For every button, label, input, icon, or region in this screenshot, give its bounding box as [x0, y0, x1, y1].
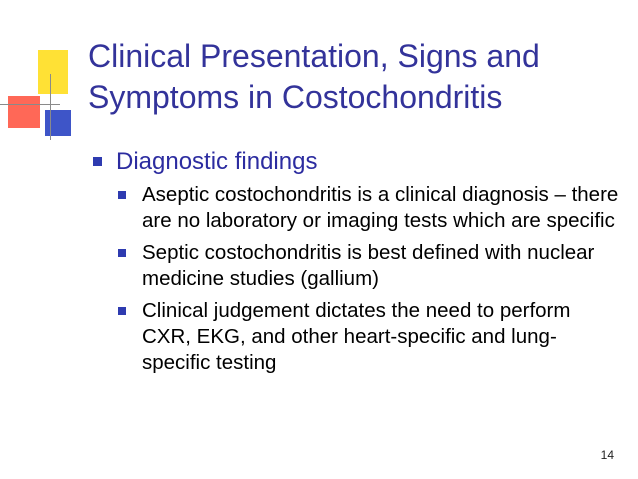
list-item-text: Clinical judgement dictates the need to perform CXR, EKG, and other heart-specific and lung-specific testing: [142, 299, 571, 374]
heading-text: Diagnostic findings: [116, 148, 318, 175]
sub-list: [116, 182, 625, 376]
heading-item: [90, 148, 625, 176]
square-bullet-icon: [93, 157, 102, 166]
yellow-square: [38, 50, 68, 94]
vertical-divider-line: [50, 74, 51, 140]
square-bullet-icon: [118, 307, 126, 315]
list-item: [116, 240, 625, 292]
horizontal-divider-line: [0, 104, 60, 105]
page-number: 14: [600, 448, 614, 462]
blue-square: [45, 110, 71, 136]
slide-title: [88, 36, 618, 118]
slide-content: [90, 148, 625, 382]
list-item: [116, 182, 625, 234]
list-item: [116, 298, 625, 376]
red-square: [8, 96, 40, 128]
list-item-text: Septic costochondritis is best defined with nuclear medicine studies (gallium): [142, 241, 595, 290]
decorative-squares: [0, 0, 100, 150]
title-line-1: Clinical Presentation, Signs and: [88, 38, 540, 74]
title-line-2: Symptoms in Costochondritis: [88, 79, 503, 115]
square-bullet-icon: [118, 249, 126, 257]
list-item-text: Aseptic costochondritis is a clinical diagnosis – there are no laboratory or imaging tests which are specific: [142, 183, 619, 232]
square-bullet-icon: [118, 191, 126, 199]
